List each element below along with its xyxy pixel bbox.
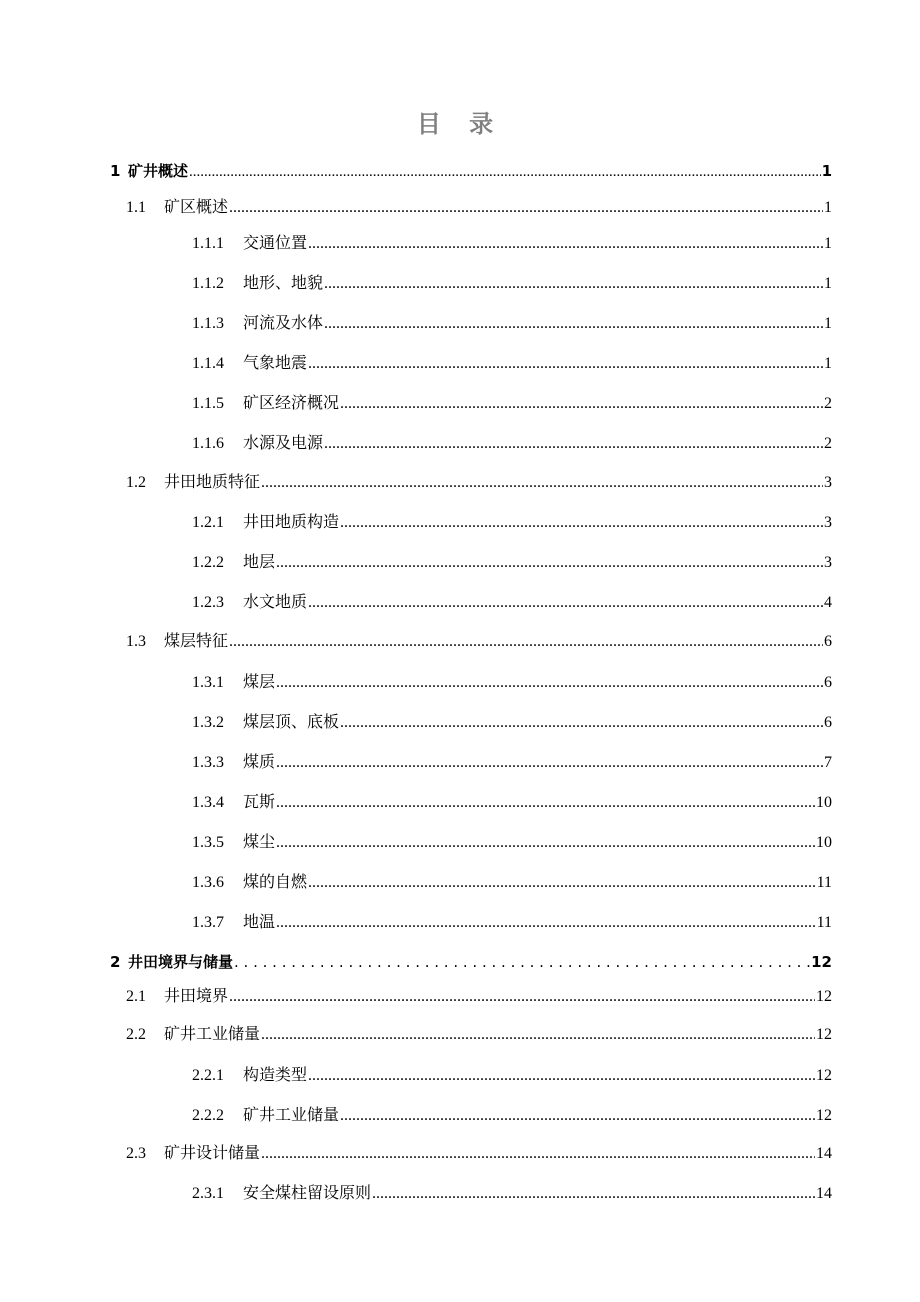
toc-entry[interactable] [192,793,832,813]
toc-entry[interactable] [192,553,832,573]
toc-entry[interactable] [192,1066,832,1086]
toc-entry-title: 水文地质 [243,594,308,611]
toc-entry[interactable] [192,913,832,933]
toc-dot-leader [276,833,815,853]
toc-entry[interactable] [192,234,832,254]
toc-dot-leader [324,314,823,334]
toc-entry-number: 1.1.2 [192,275,224,292]
toc-dot-leader [261,1025,815,1045]
toc-entry-title: 矿井概述 [128,162,189,180]
toc-entry-page-number: 3 [824,474,832,491]
toc-dot-leader [324,434,823,454]
toc-entry-number: 2.2 [126,1026,146,1043]
toc-dot-leader [308,1066,815,1086]
toc-entry-number: 1.1.1 [192,235,224,252]
toc-entry-page-number: 11 [816,914,832,931]
toc-entry[interactable] [192,354,832,374]
toc-dot-leader [372,1184,815,1204]
toc-entry[interactable] [192,314,832,334]
toc-entry-title: 地形、地貌 [243,275,324,292]
toc-entry-title: 瓦斯 [243,794,276,811]
toc-dot-leader [276,753,823,773]
toc-dot-leader [308,354,823,374]
toc-dot-leader [308,593,823,613]
toc-entry[interactable] [192,753,832,773]
toc-entry-title: 矿井设计储量 [164,1145,261,1162]
toc-title: 目 录 [416,110,504,138]
toc-entry[interactable] [192,394,832,414]
toc-entry-title: 井田境界与储量 [128,953,234,971]
toc-dot-leader [340,1106,815,1126]
toc-entry-page-number: 1 [821,162,832,180]
toc-dot-leader [276,673,823,693]
toc-dot-leader [324,274,823,294]
toc-entry-number: 1.1 [126,199,146,216]
toc-entry-number: 1.1.6 [192,435,224,452]
toc-entry-number: 1 [110,162,121,180]
toc-entry-number: 1.3.7 [192,914,224,931]
toc-entry-title: 河流及水体 [243,315,324,332]
toc-entry-title: 交通位置 [243,235,308,252]
toc-entry-page-number: 2 [824,435,832,452]
toc-entry-page-number: 12 [816,1067,832,1084]
toc-dot-leader [229,198,823,218]
toc-entry-title: 安全煤柱留设原则 [243,1185,372,1202]
toc-entry-title: 煤尘 [243,834,276,851]
toc-entry-title: 井田地质构造 [243,514,340,531]
toc-entry[interactable] [110,952,832,972]
toc-entry-number: 2.3.1 [192,1185,224,1202]
toc-dot-leader [340,513,823,533]
toc-dot-leader [340,394,823,414]
toc-entry-page-number: 10 [816,794,832,811]
toc-entry-title: 水源及电源 [243,435,324,452]
toc-entry[interactable] [192,513,832,533]
toc-entry-page-number: 6 [824,674,832,691]
toc-entry-number: 1.3.3 [192,754,224,771]
toc-entry[interactable] [110,161,832,182]
toc-dot-leader [340,713,823,733]
toc-entry-page-number: 2 [824,395,832,412]
toc-entry[interactable] [192,1106,832,1126]
toc-entry[interactable] [192,873,832,893]
toc-entry-page-number: 6 [824,633,832,650]
toc-entry-title: 煤层 [243,674,276,691]
toc-entry[interactable] [126,1025,832,1045]
toc-entry-title: 气象地震 [243,355,308,372]
toc-entry-title: 地温 [243,914,276,931]
toc-entry-title: 煤质 [243,754,276,771]
toc-entry-page-number: 14 [816,1145,832,1162]
toc-dot-leader [261,1144,815,1164]
toc-entry-title: 煤的自燃 [243,874,308,891]
toc-entry-number: 1.3.4 [192,794,224,811]
toc-entry[interactable] [192,833,832,853]
toc-entry-page-number: 12 [811,953,832,971]
toc-entry[interactable] [192,274,832,294]
toc-entry-number: 1.1.3 [192,315,224,332]
toc-dot-leader [234,952,810,972]
toc-dot-leader [276,913,816,933]
toc-dot-leader [276,793,815,813]
toc-entry-page-number: 1 [824,199,832,216]
toc-entry-page-number: 3 [824,554,832,571]
toc-entry[interactable] [192,593,832,613]
toc-entry-page-number: 3 [824,514,832,531]
toc-entry-number: 1.3.1 [192,674,224,691]
toc-entry-page-number: 4 [824,594,832,611]
toc-entry-number: 2.2.1 [192,1067,224,1084]
toc-entry-page-number: 12 [816,988,832,1005]
toc-entry-title: 矿区概述 [164,199,229,216]
toc-entry[interactable] [126,473,832,493]
toc-entry[interactable] [126,198,832,218]
toc-entry-page-number: 7 [824,754,832,771]
toc-entry-page-number: 6 [824,714,832,731]
toc-entry-number: 1.1.5 [192,395,224,412]
toc-entry-number: 1.3.2 [192,714,224,731]
toc-entry-title: 地层 [243,554,276,571]
toc-dot-leader [189,161,821,182]
toc-entry-title: 井田境界 [164,988,229,1005]
toc-entry-number: 1.2.3 [192,594,224,611]
toc-dot-leader [261,473,823,493]
toc-entry-page-number: 1 [824,275,832,292]
toc-dot-leader [308,873,816,893]
toc-entry-page-number: 12 [816,1026,832,1043]
toc-entry-page-number: 1 [824,355,832,372]
toc-entry[interactable] [192,673,832,693]
toc-entry-number: 2.3 [126,1145,146,1162]
toc-entry-page-number: 12 [816,1107,832,1124]
toc-entry-number: 1.2.1 [192,514,224,531]
toc-entry-title: 煤层顶、底板 [243,714,340,731]
toc-entry-page-number: 1 [824,315,832,332]
toc-entry-title: 矿区经济概况 [243,395,340,412]
toc-entry-number: 1.3.6 [192,874,224,891]
toc-entry[interactable] [192,434,832,454]
toc-entry-title: 矿井工业储量 [243,1107,340,1124]
toc-entry[interactable] [126,1144,832,1164]
toc-dot-leader [308,234,823,254]
toc-dot-leader [229,987,815,1007]
toc-entry-number: 1.1.4 [192,355,224,372]
toc-entry-number: 2.1 [126,988,146,1005]
toc-entry-number: 2 [110,953,121,971]
toc-entry[interactable] [192,1184,832,1204]
toc-entry-page-number: 10 [816,834,832,851]
toc-entry-number: 1.3 [126,633,146,650]
toc-entry[interactable] [126,987,832,1007]
toc-entry-title: 构造类型 [243,1067,308,1084]
toc-entry-page-number: 1 [824,235,832,252]
toc-entry-page-number: 11 [816,874,832,891]
toc-entry-title: 井田地质特征 [164,474,261,491]
toc-entry-title: 矿井工业储量 [164,1026,261,1043]
toc-entry-number: 1.3.5 [192,834,224,851]
toc-entry-number: 1.2.2 [192,554,224,571]
toc-entry[interactable] [192,713,832,733]
toc-entry-page-number: 14 [816,1185,832,1202]
toc-entry-title: 煤层特征 [164,633,229,650]
toc-dot-leader [276,553,823,573]
toc-entry-number: 2.2.2 [192,1107,224,1124]
toc-dot-leader [229,632,823,652]
toc-entry-number: 1.2 [126,474,146,491]
toc-entry[interactable] [126,632,832,652]
